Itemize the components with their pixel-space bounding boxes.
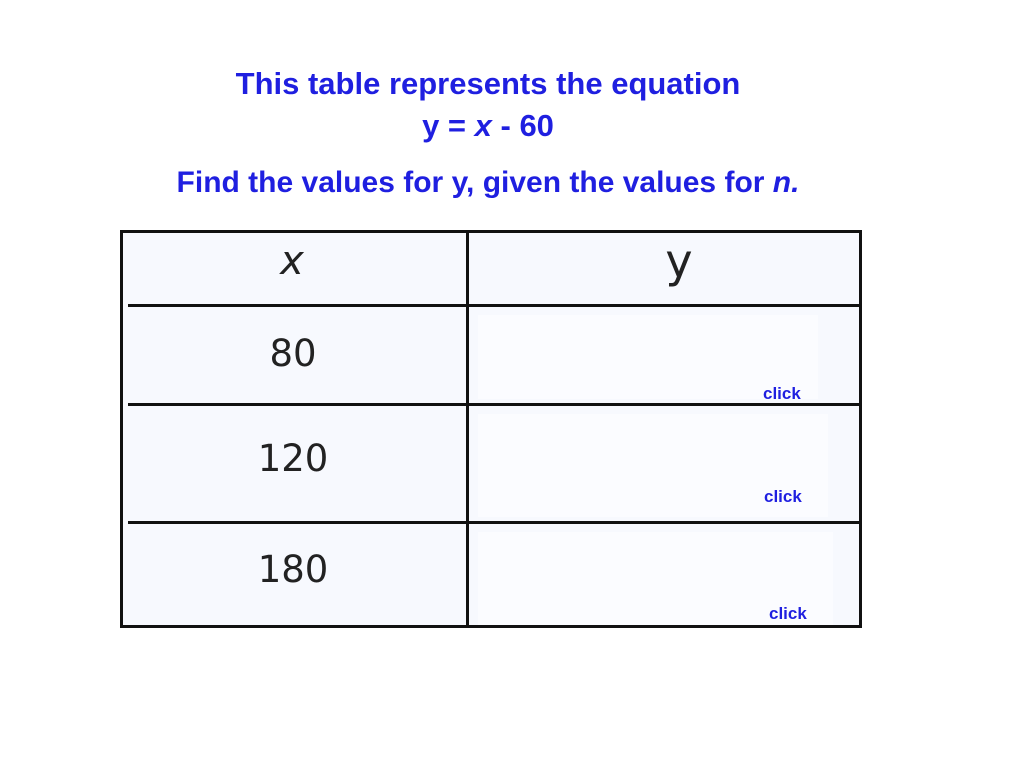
- equation: [0, 108, 976, 144]
- row-divider: [128, 304, 859, 307]
- x-value-cell: 120: [257, 437, 329, 480]
- instruction-text: Find the values for y, given the values for: [176, 166, 773, 199]
- equation-variable: x: [474, 108, 492, 143]
- reveal-click-button[interactable]: click: [769, 604, 807, 623]
- reveal-click-button[interactable]: click: [764, 487, 802, 506]
- instruction-variable: n.: [772, 166, 800, 199]
- column-divider: [466, 233, 469, 625]
- reveal-click-button[interactable]: click: [763, 384, 801, 403]
- x-value-cell: 180: [257, 548, 329, 591]
- x-value-cell: 80: [269, 332, 317, 375]
- instruction: [0, 166, 976, 200]
- header-x: x: [280, 238, 304, 284]
- equation-prefix: y =: [422, 108, 475, 143]
- title-line: This table represents the equation: [235, 66, 741, 101]
- value-table: [120, 230, 862, 628]
- row-divider: [128, 403, 859, 406]
- header-y: y: [665, 234, 693, 288]
- equation-suffix: - 60: [491, 108, 554, 143]
- row-divider: [128, 521, 859, 524]
